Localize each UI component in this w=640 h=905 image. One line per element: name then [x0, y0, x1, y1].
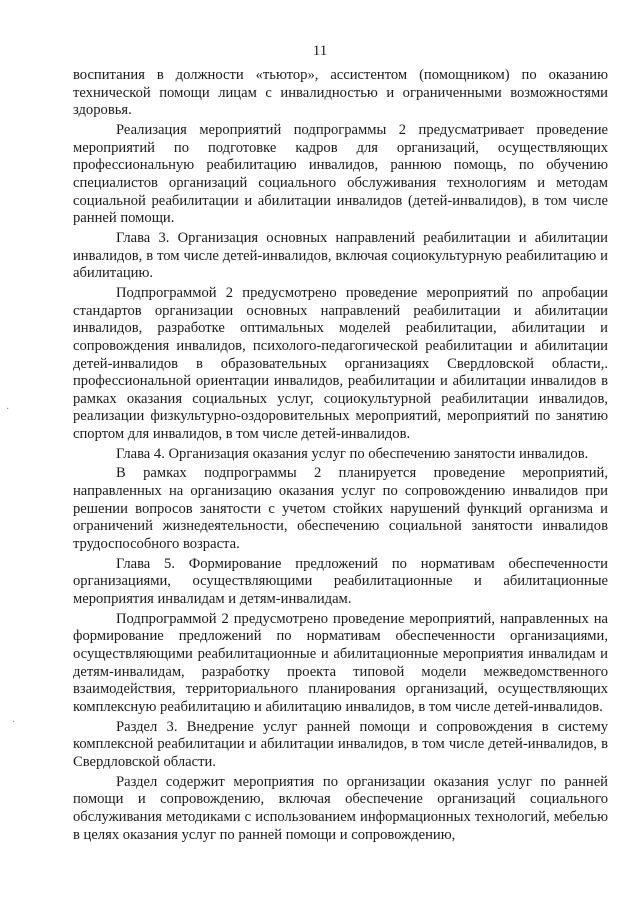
- document-body: [73, 67, 608, 846]
- chapter-5-heading: Глава 5. Формирование предложений по нормативам обеспеченности организациями, осуществляющими реабилитационные и абилитационные мероприятия инвалидам и детям-инвалидам.: [73, 555, 608, 608]
- paragraph-standards-proposals: Подпрограммой 2 предусмотрено проведение мероприятий, направленных на формирование предложений по нормативам обеспеченности организациями, осуществляющими реабилитационные и абилитационные мероприятия инвалидам и детям-инвалидам, разработку проекта типовой модели межведомственного взаимодействия, территориального планирования организаций, осуществляющих комплексную реабилитацию и абилитацию инвалидов, в том числе детей-инвалидов.: [73, 610, 608, 715]
- paragraph-rehabilitation-standards: Подпрограммой 2 предусмотрено проведение мероприятий по апробации стандартов организации основных направлений реабилитации и абилитации инвалидов, разработке оптимальных моделей реабилитации, абилитации и сопровождения инвалидов, психолого-педагогической реабилитации и абилитации детей-инвалидов в образовательных организациях Свердловской области,. профессиональной ориентации инвалидов, реабилитации и абилитации инвалидов в рамках оказания социальных услуг, социокультурной реабилитации инвалидов, реализации физкультурно-оздоровительных мероприятий, мероприятий по занятию спортом для инвалидов, в том числе детей-инвалидов.: [73, 284, 608, 443]
- chapter-4-heading: Глава 4. Организация оказания услуг по обеспечению занятости инвалидов.: [116, 445, 589, 462]
- scan-artifact: ·: [12, 717, 16, 728]
- scan-artifact: ·: [6, 404, 10, 415]
- section-3-heading: Раздел 3. Внедрение услуг ранней помощи и сопровождения в систему комплексной реабилитации и абилитации инвалидов, в том числе детей-инвалидов, в Свердловской области.: [73, 718, 608, 770]
- paragraph-staff-training: Реализация мероприятий подпрограммы 2 предусматривает проведение мероприятий по подготовке кадров для организаций, осуществляющих профессиональную реабилитацию инвалидов, раннюю помощь, по обучению специалистов организаций социального обслуживания технологиям и методам социальной реабилитации и абилитации инвалидов (детей-инвалидов), в том числе ранней помощи.: [73, 121, 608, 227]
- paragraph-continuation: воспитания в должности «тьютор», ассистентом (помощником) по оказанию технической помощи лицам с инвалидностью и ограниченными возможностями здоровья.: [73, 67, 608, 119]
- paragraph-employment-services: В рамках подпрограммы 2 планируется проведение мероприятий, направленных на организацию оказания услуг по сопровождению инвалидов при решении вопросов занятости с учетом стойких нарушений функций организма и ограничений жизнедеятельности, обеспечению социальной занятости инвалидов трудоспособного возраста.: [73, 465, 608, 553]
- chapter-3-heading: Глава 3. Организация основных направлений реабилитации и абилитации инвалидов, в том числе детей-инвалидов, включая социокультурную реабилитацию и абилитацию.: [73, 229, 608, 282]
- paragraph-early-help: Раздел содержит мероприятия по организации оказания услуг по ранней помощи и сопровождению, включая обеспечение организаций социального обслуживания методиками с использованием информационных технологий, мебелью в целях оказания услуг по ранней помощи и сопровождению,: [73, 773, 608, 843]
- page-number: 11: [312, 43, 328, 59]
